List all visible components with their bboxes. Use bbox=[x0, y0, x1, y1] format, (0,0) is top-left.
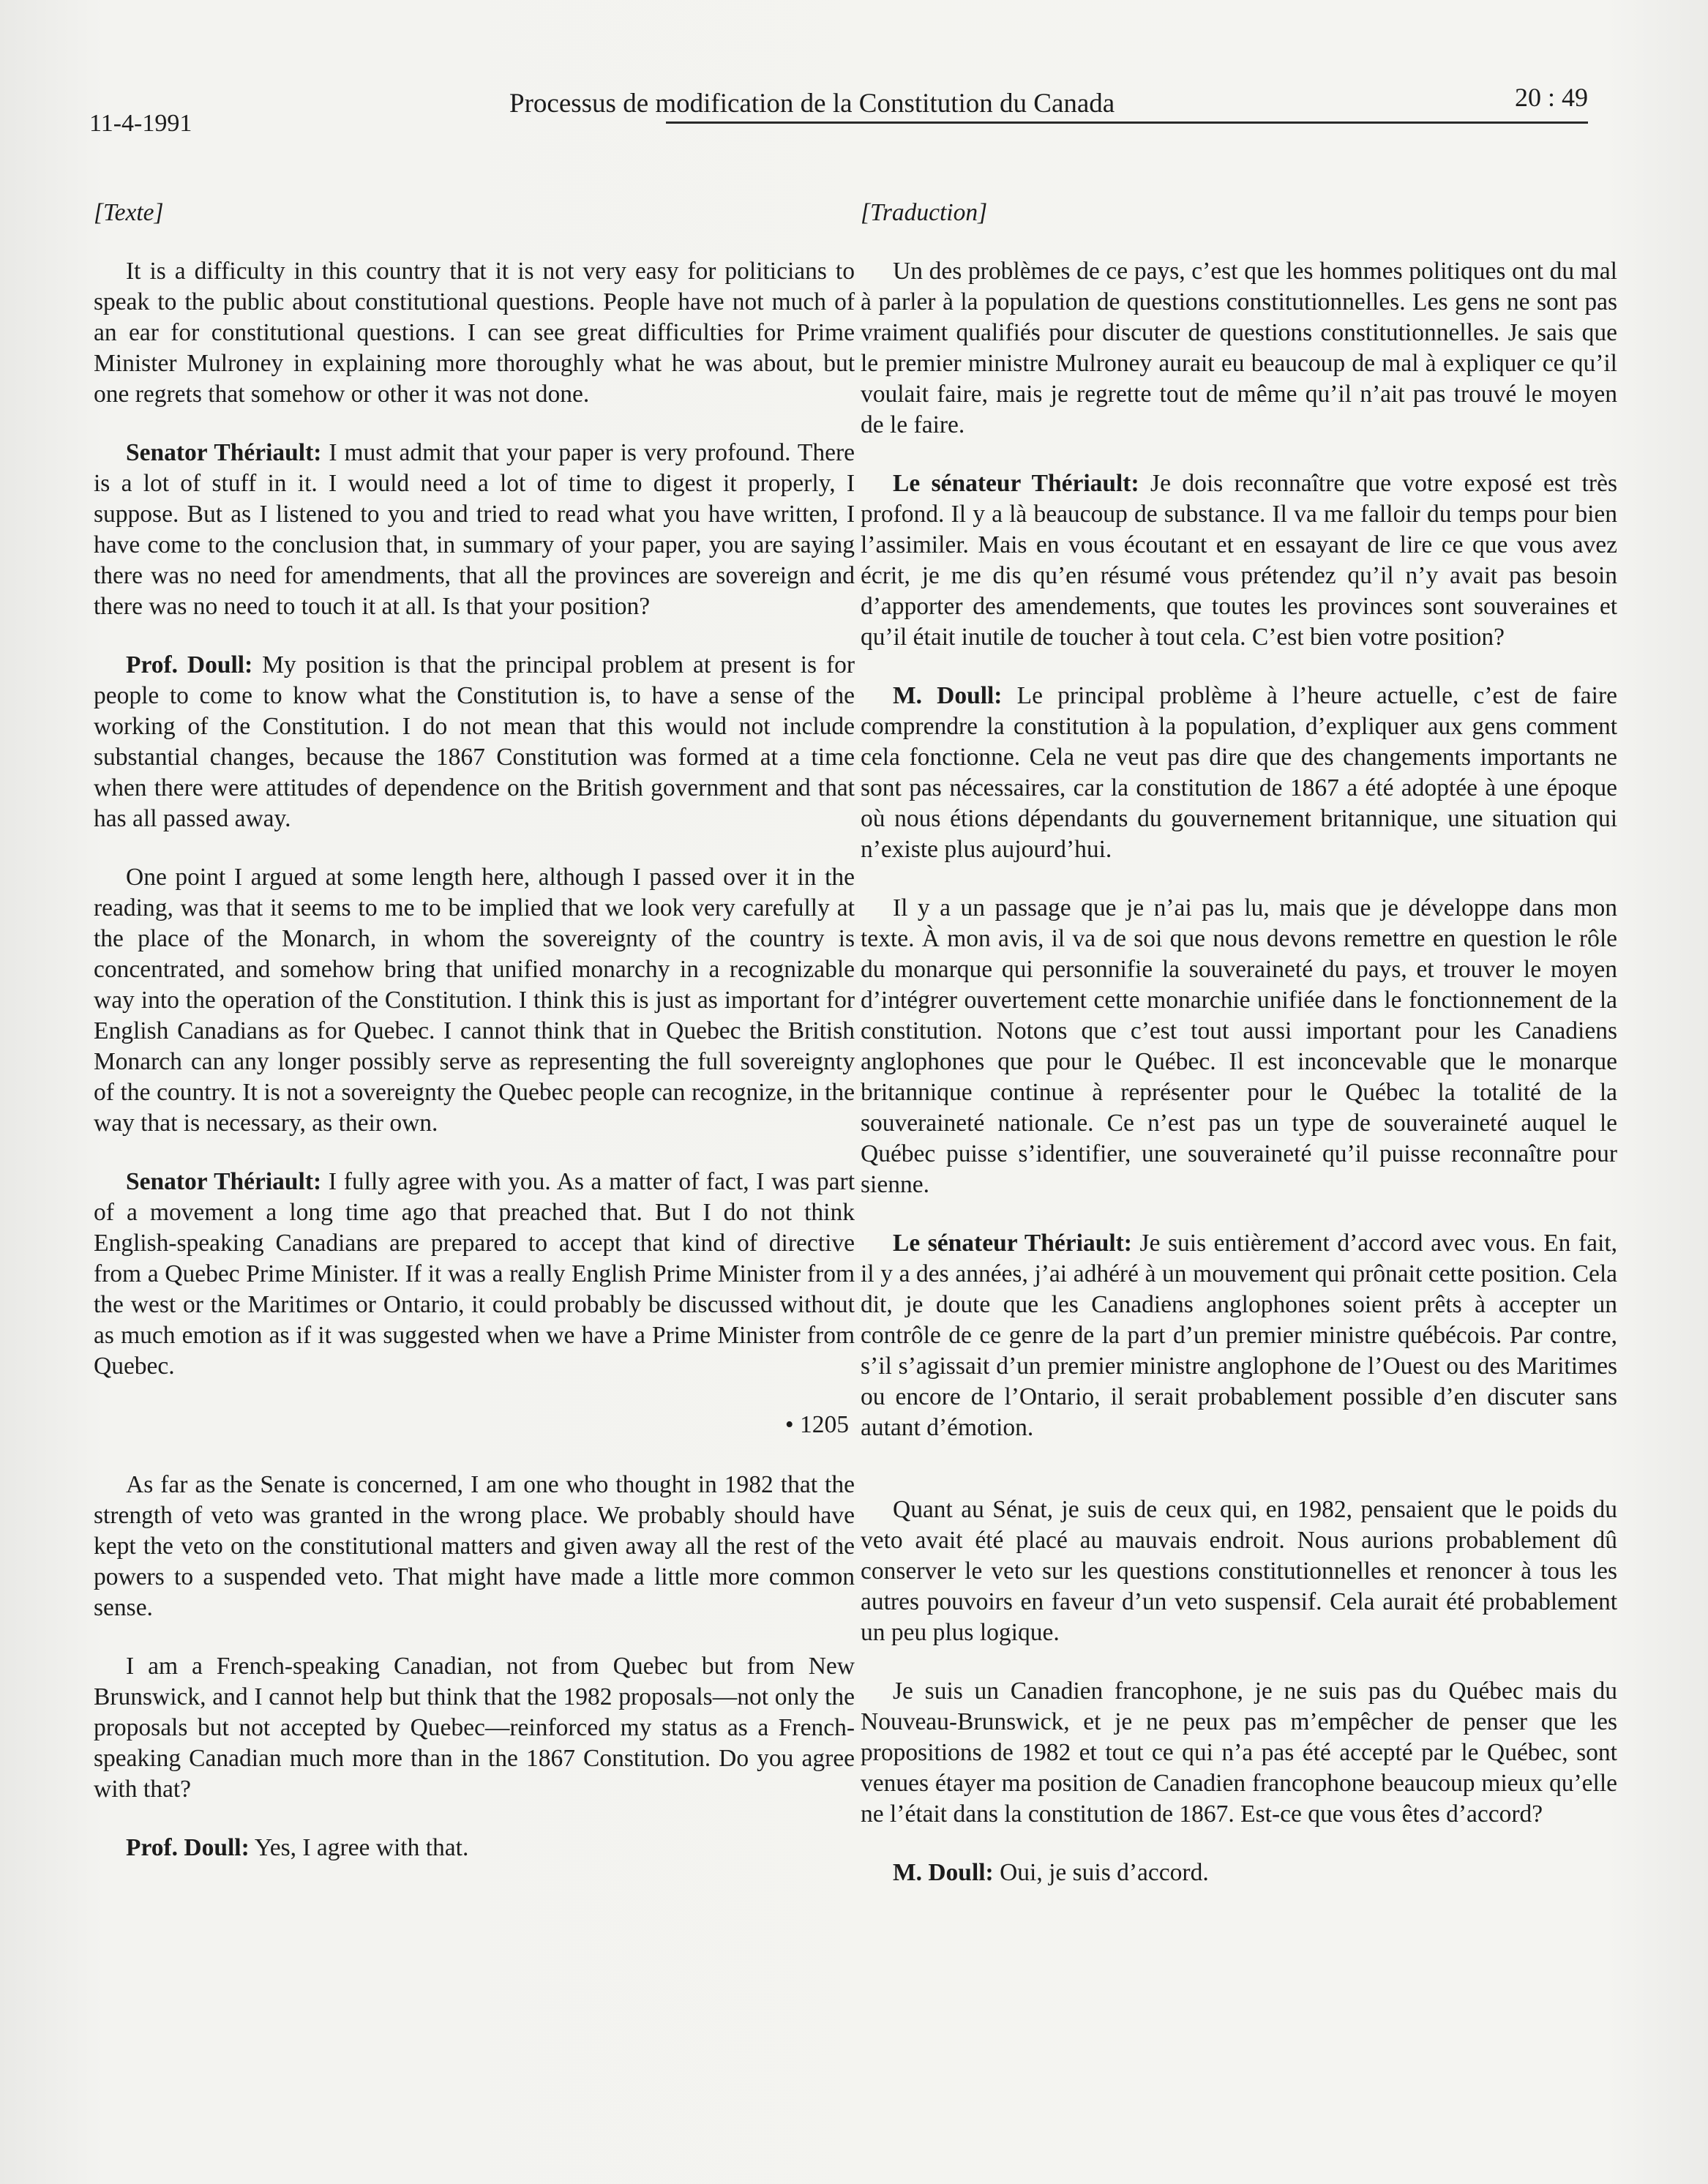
paragraph bbox=[861, 468, 1617, 653]
paragraph bbox=[94, 650, 855, 834]
paragraph bbox=[861, 1495, 1617, 1648]
paragraph-text: Un des problèmes de ce pays, c’est que les hommes politiques ont du mal à parler à la population de questions constitutionnelles. Les gens ne sont pas vraiment qualifiés pour discuter de questions constitutionnelles. Je sais que le premier ministre Mulroney aurait eu beaucoup de mal à expliquer ce qu’il voulait faire, mais je regrette tout de même qu’il n’ait pas trouvé le moyen de le faire. bbox=[861, 258, 1617, 438]
speaker-name: Senator Thériault: bbox=[126, 1168, 322, 1195]
paragraph-text: Yes, I agree with that. bbox=[254, 1834, 469, 1861]
paragraph bbox=[861, 1858, 1617, 1888]
paragraph bbox=[94, 1651, 855, 1805]
paragraph bbox=[94, 1833, 855, 1863]
paragraph-text: I must admit that your paper is very profound. There is a lot of stuff in it. I would need a lot of time to digest it properly, I suppose. But as I listened to you and tried to read what you have written, I have come to the conclusion that, in summary of your paper, you are saying there was no need for amendments, that all the provinces are sovereign and there was no need to touch it at all. Is that your position? bbox=[94, 439, 855, 620]
paragraph-text: Le principal problème à l’heure actuelle, c’est de faire comprendre la constitution à la population, d’expliquer aux gens comment cela fonctionne. Cela ne veut pas dire que des changements importants ne sont pas nécessaires, car la constitution de 1867 a été adoptée à une époque où nous étions dépendants du gouvernement britannique, une situation qui n’existe plus aujourd’hui. bbox=[861, 682, 1618, 863]
paragraph-text: It is a difficulty in this country that it is not very easy for politicians to speak to the public about constitutional questions. People have not much of an ear for constitutional questions. I can see great difficulties for Prime Minister Mulroney in explaining more thoroughly what he was about, but one regrets that somehow or other it was not done. bbox=[94, 258, 855, 408]
paragraph-text: Je suis entièrement d’accord avec vous. En fait, il y a des années, j’ai adhéré à un mouvement qui prônait cette position. Cela dit, je doute que les Canadiens anglophones soient prêts à accepter un contrôle de ce genre de la part d’un premier ministre québécois. Par contre, s’il s’agissait d’un premier ministre anglophone de l’Ouest ou des Maritimes ou encore de l’Ontario, il serait probablement possible d’en discuter sans autant d’émotion. bbox=[861, 1230, 1618, 1441]
speaker-name: Senator Thériault: bbox=[126, 439, 322, 466]
speaker-name: Le sénateur Thériault: bbox=[893, 470, 1139, 497]
paragraph-text: As far as the Senate is concerned, I am one who thought in 1982 that the strength of veto was granted in the wrong place. We probably should have kept the veto on the constitutional matters and given away all the rest of the powers to a suspended veto. That might have made a little more common sense. bbox=[94, 1471, 855, 1621]
column-gap bbox=[861, 1471, 1617, 1495]
header-rule bbox=[666, 121, 1588, 124]
paragraph-text: My position is that the principal problem at present is for people to come to know what the Constitution is, to have a sense of the working of the Constitution. I do not mean that this would not include substantial changes, because the 1867 Constitution was formed at a time when there were attitudes of dependence on the British government and that has all passed away. bbox=[94, 651, 855, 832]
speaker-name: Prof. Doull: bbox=[126, 1834, 250, 1861]
paragraph bbox=[861, 256, 1617, 441]
french-column bbox=[861, 198, 1617, 1916]
paragraph bbox=[861, 1228, 1617, 1443]
header-date: 11-4-1991 bbox=[89, 110, 192, 137]
header-page-number: 20 : 49 bbox=[1514, 83, 1588, 112]
paragraph bbox=[94, 1470, 855, 1623]
paragraph-text: I am a French-speaking Canadian, not from Quebec but from New Brunswick, and I cannot help but think that the 1982 proposals—not only the proposals but not accepted by Quebec—reinforced my status as a French-speaking Canadian much more than in the 1867 Constitution. Do you agree with that? bbox=[94, 1653, 855, 1803]
english-column bbox=[94, 198, 855, 1891]
paragraph-text: Quant au Sénat, je suis de ceux qui, en 1982, pensaient que le poids du veto avait été placé au mauvais endroit. Nous aurions probablement dû conserver le veto sur les questions constitutionnelles et renoncer à tous les autres pouvoirs en faveur d’un veto suspensif. Cela aurait été probablement un peu plus logique. bbox=[861, 1496, 1617, 1646]
paragraph-text: One point I argued at some length here, although I passed over it in the reading, was that it seems to me to be implied that we look very carefully at the place of the Monarch, in whom the sovereignty of the country is concentrated, and somehow bring that unified monarchy in a recognizable way into the operation of the Constitution. I think this is just as important for English Canadians as for Quebec. I cannot think that in Quebec the British Monarch can any longer possibly serve as representing the full sovereignty of the country. It is not a sovereignty the Quebec people can recognize, in the way that is necessary, as their own. bbox=[94, 864, 855, 1137]
language-tag-texte: [Texte] bbox=[94, 199, 164, 226]
paragraph-text: I fully agree with you. As a matter of fact, I was part of a movement a long time ago that preached that. But I do not think English-speaking Canadians are prepared to accept that kind of directive from a Quebec Prime Minister. If it was a really English Prime Minister from the west or the Maritimes or Ontario, it could probably be discussed without as much emotion as if it was suggested when we have a Prime Minister from Quebec. bbox=[94, 1168, 855, 1380]
page-header bbox=[89, 81, 1588, 139]
paragraph-text: Oui, je suis d’accord. bbox=[1000, 1859, 1209, 1886]
paragraph bbox=[861, 681, 1617, 865]
paragraph-text: Je suis un Canadien francophone, je ne suis pas du Québec mais du Nouveau-Brunswick, et je ne peux pas m’empêcher de penser que les propositions de 1982 et tout ce qui n’a pas été accepté par le Québec, sont venues étayer ma position de Canadien francophone beaucoup mieux qu’elle ne l’était dans la constitution de 1867. Est-ce que vous êtes d’accord? bbox=[861, 1678, 1617, 1828]
speaker-name: M. Doull: bbox=[893, 1859, 994, 1886]
paragraph bbox=[861, 893, 1617, 1200]
paragraph-text: Je dois reconnaître que votre exposé est très profond. Il y a là beaucoup de substance. Il va me falloir du temps pour bien l’assimiler. Mais en vous écoutant et en essayant de lire ce que vous avez écrit, je me dis qu’en résumé vous prétendez qu’il n’y avait pas besoin d’apporter des amendements, que toutes les provinces sont souveraines et qu’il était inutile de toucher à tout cela. C’est bien votre position? bbox=[861, 470, 1617, 651]
paragraph bbox=[861, 1676, 1617, 1830]
language-tag-traduction: [Traduction] bbox=[861, 199, 988, 226]
paragraph bbox=[94, 1167, 855, 1382]
speaker-name: Le sénateur Thériault: bbox=[893, 1230, 1132, 1257]
paragraph bbox=[94, 438, 855, 622]
speaker-name: M. Doull: bbox=[893, 682, 1003, 709]
header-title: Processus de modification de la Constitution du Canada bbox=[509, 89, 1115, 119]
time-marker: • 1205 bbox=[784, 1411, 849, 1438]
paragraph bbox=[94, 862, 855, 1139]
paragraph bbox=[94, 256, 855, 410]
paragraph-text: Il y a un passage que je n’ai pas lu, mais que je développe dans mon texte. À mon avis, il va de soi que nous devons remettre en question le rôle du monarque qui personnifie la souveraineté du pays, et trouver le moyen d’intégrer ouvertement cette monarchie unifiée dans le fonctionnement de la constitution. Notons que c’est tout aussi important pour les Canadiens anglophones que pour le Québec. Il est inconcevable que le monarque britannique continue à représenter pour le Québec la totalité de la souveraineté nationale. Ce n’est pas un type de souveraineté auquel le Québec puisse s’identifier, une souveraineté qu’il puisse reconnaître pour sienne. bbox=[861, 894, 1617, 1198]
speaker-name: Prof. Doull: bbox=[126, 651, 253, 678]
